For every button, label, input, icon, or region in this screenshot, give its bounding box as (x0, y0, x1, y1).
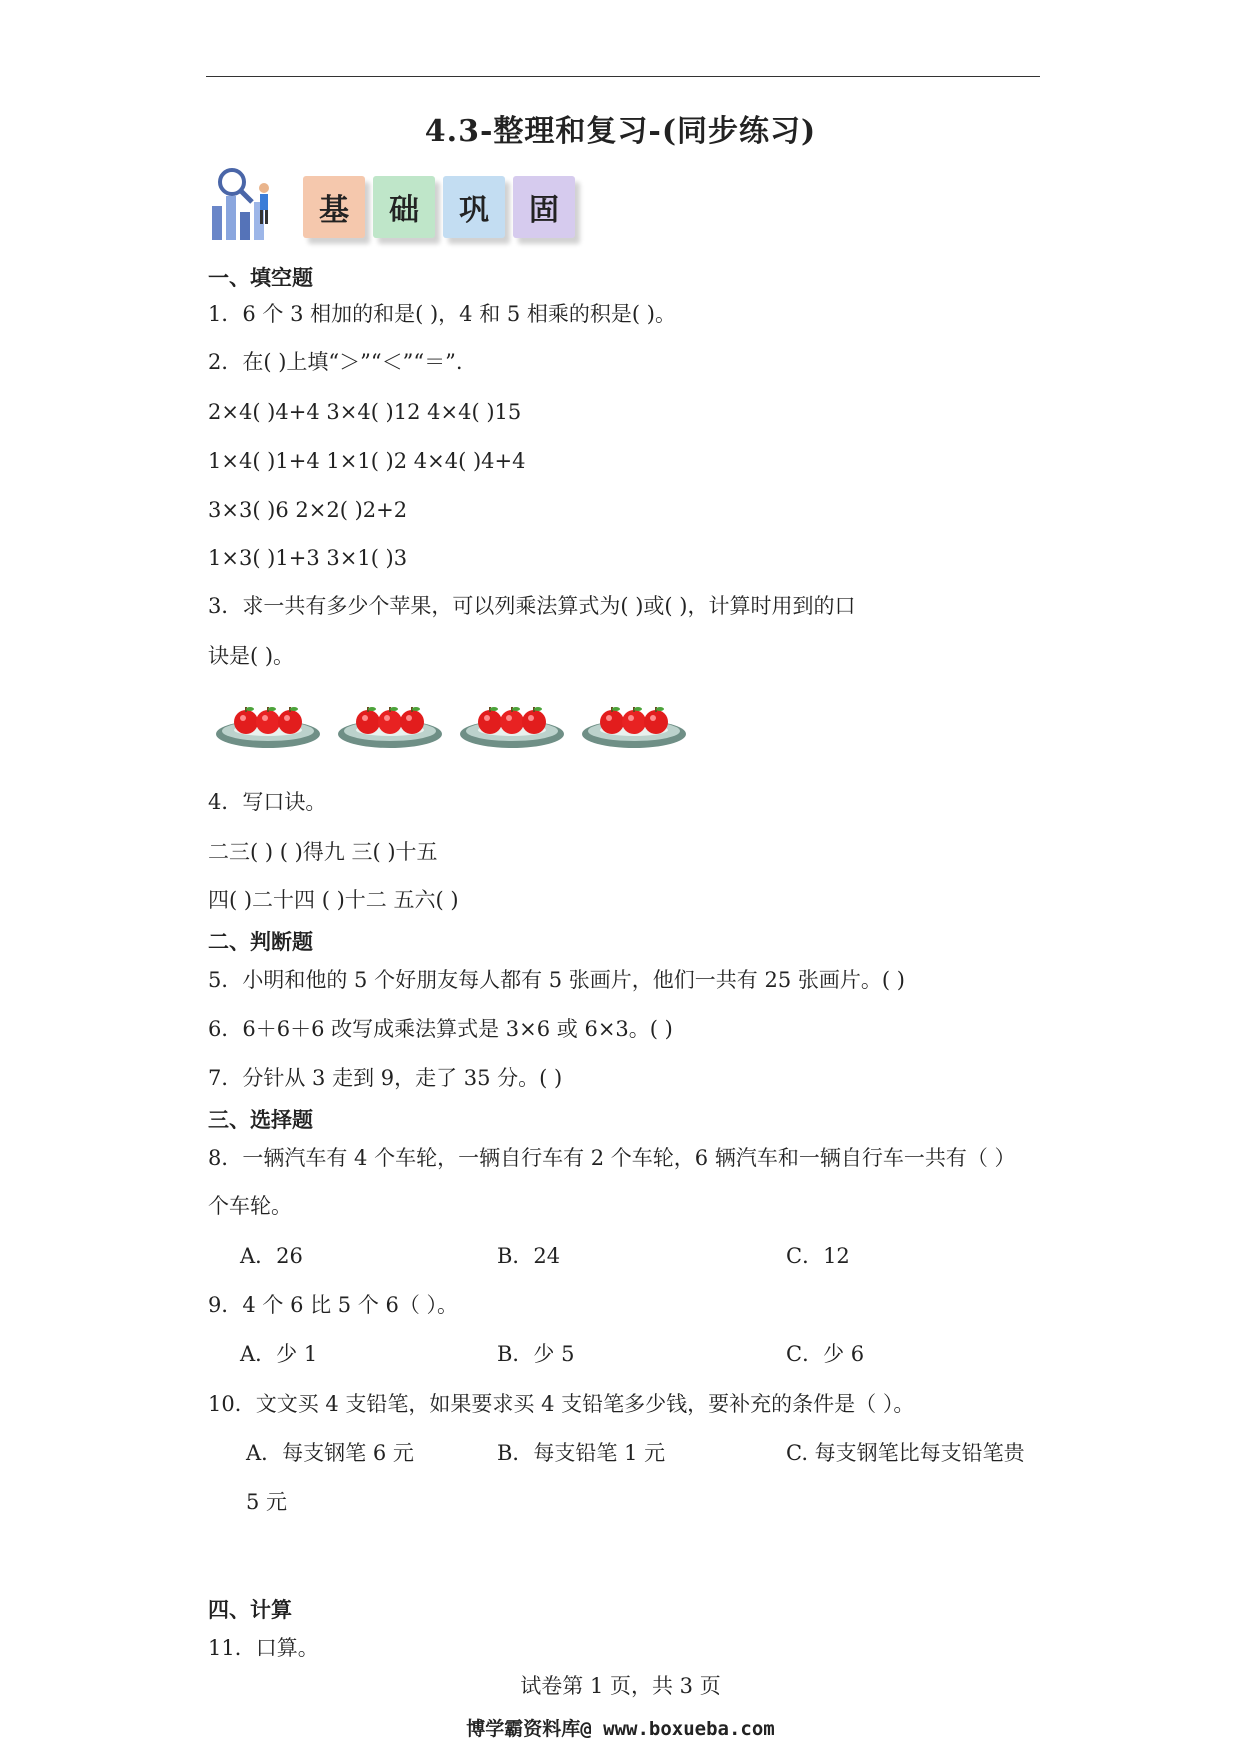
question-8-option-b: B．24 (497, 1244, 561, 1268)
question-10-option-a: A．每支钢笔 6 元 (246, 1441, 414, 1465)
study-chart-icon (208, 166, 284, 246)
question-10: 10．文文买 4 支铅笔，如果要求买 4 支铅笔多少钱，要补充的条件是（ ）。 (208, 1392, 915, 1416)
banner-tile-1: 基 (303, 176, 365, 238)
question-2-row-2: 1×4( )1+4 1×1( )2 4×4( )4+4 (208, 449, 526, 473)
question-8-option-a: A．26 (240, 1244, 303, 1268)
question-2: 2．在( )上填“＞”“＜”“＝”. (208, 350, 463, 374)
question-3-line-2: 诀是( )。 (208, 644, 295, 668)
site-watermark: 博学霸资料库@ www.boxueba.com (466, 1718, 775, 1740)
question-10-option-c-continued: 5 元 (246, 1490, 288, 1514)
apple-plates-illustration (216, 700, 696, 756)
question-2-row-1: 2×4( )4+4 3×4( )12 4×4( )15 (208, 400, 522, 424)
question-9-option-c: C．少 6 (786, 1342, 865, 1366)
question-4: 4．写口诀。 (208, 790, 327, 814)
question-4-row-2: 四( )二十四 ( )十二 五六( ) (208, 888, 459, 912)
question-8-line-1: 8．一辆汽车有 4 个车轮，一辆自行车有 2 个车轮，6 辆汽车和一辆自行车一共有（ ） (208, 1146, 1016, 1170)
question-8-option-c: C．12 (786, 1244, 850, 1268)
question-11: 11．口算。 (208, 1636, 319, 1660)
header-rule (206, 76, 1040, 77)
banner-tile-3: 巩 (443, 176, 505, 238)
question-1: 1．6 个 3 相加的和是( )，4 和 5 相乘的积是( )。 (208, 302, 676, 326)
question-10-option-c: C. 每支钢笔比每支铅笔贵 (786, 1441, 1025, 1465)
section-heading-calculation: 四、计算 (208, 1598, 292, 1622)
section-heading-judgment: 二、判断题 (208, 930, 313, 954)
question-3-line-1: 3．求一共有多少个苹果，可以列乘法算式为( )或( )，计算时用到的口 (208, 594, 856, 618)
page-title: 4.3-整理和复习-(同步练习) (424, 114, 817, 149)
question-7: 7．分针从 3 走到 9，走了 35 分。( ) (208, 1066, 563, 1090)
question-6: 6．6＋6＋6 改写成乘法算式是 3×6 或 6×3。( ) (208, 1017, 673, 1041)
question-5: 5．小明和他的 5 个好朋友每人都有 5 张画片，他们一共有 25 张画片。( ) (208, 968, 905, 992)
question-9: 9．4 个 6 比 5 个 6（ ）。 (208, 1293, 459, 1317)
question-9-option-a: A．少 1 (240, 1342, 318, 1366)
section-heading-choice: 三、选择题 (208, 1108, 313, 1132)
banner-tile-2: 础 (373, 176, 435, 238)
question-9-option-b: B．少 5 (497, 1342, 575, 1366)
question-10-option-b: B．每支铅笔 1 元 (497, 1441, 666, 1465)
section-heading-fill-in: 一、填空题 (208, 266, 313, 290)
page-footer: 试卷第 1 页，共 3 页 (520, 1674, 721, 1698)
question-2-row-4: 1×3( )1+3 3×1( )3 (208, 546, 408, 570)
question-2-row-3: 3×3( )6 2×2( )2+2 (208, 498, 408, 522)
question-8-line-2: 个车轮。 (208, 1194, 292, 1218)
banner-tile-4: 固 (513, 176, 575, 238)
question-4-row-1: 二三( ) ( )得九 三( )十五 (208, 840, 438, 864)
